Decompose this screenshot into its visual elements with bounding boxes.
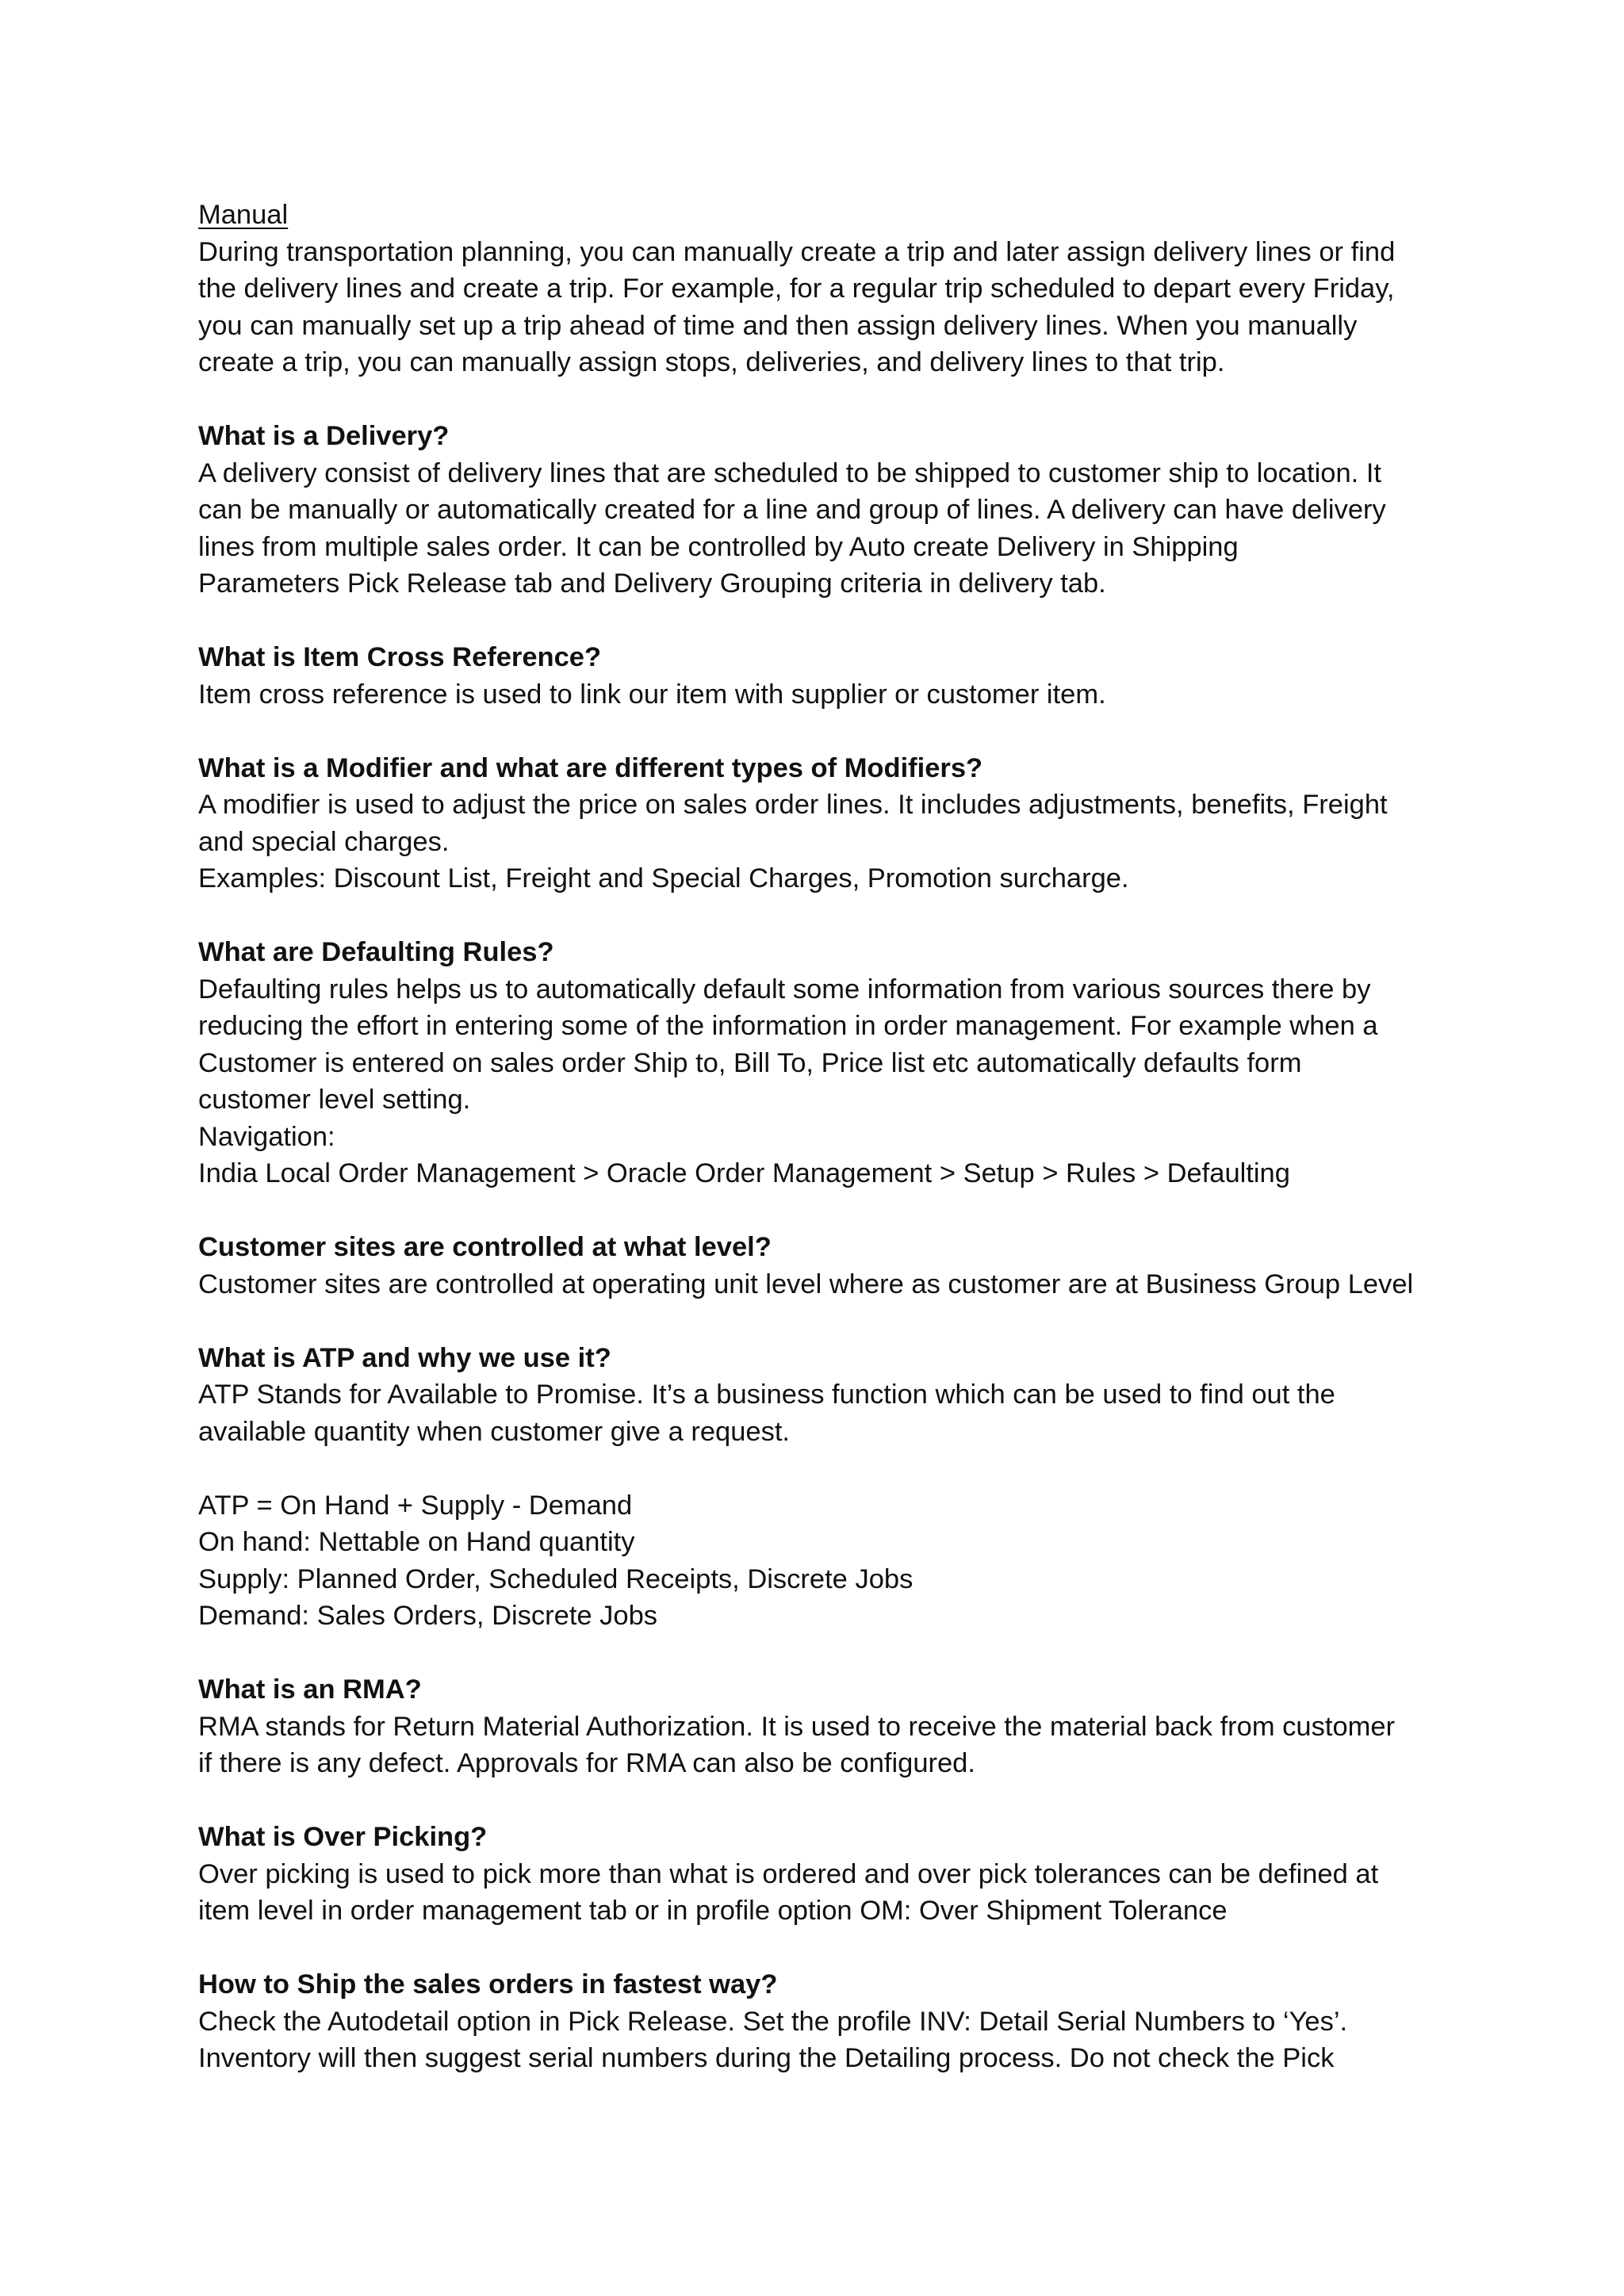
rma-text-line: RMA stands for Return Material Authorization. It is used to receive the material back from customer (198, 1711, 1396, 1742)
atp-text-line: ATP Stands for Available to Promise. It’s a business function which can be used to find out the (198, 1380, 1335, 1410)
rma-section (198, 1671, 1435, 1782)
ship-fastest-text-line: Inventory will then suggest serial numbers during the Detailing process. Do not check the Pick (198, 2043, 1335, 2073)
manual-text-line: create a trip, you can manually assign stops, deliveries, and delivery lines to that trip. (198, 347, 1225, 377)
over-picking-text-line: item level in order management tab or in profile option OM: Over Shipment Tolerance (198, 1896, 1228, 1926)
defaulting-rules-text-line: customer level setting. (198, 1085, 471, 1115)
defaulting-rules-text-line: Customer is entered on sales order Ship to, Bill To, Price list etc automatically defaults form (198, 1047, 1302, 1078)
delivery-text-line: Parameters Pick Release tab and Delivery Grouping criteria in delivery tab. (198, 568, 1106, 599)
over-picking-heading: What is Over Picking? (198, 1822, 488, 1852)
defaulting-rules-text-line: Defaulting rules helps us to automatically default some information from various sources there by (198, 974, 1371, 1004)
ship-fastest-text-line: Check the Autodetail option in Pick Release. Set the profile INV: Detail Serial Numbers to ‘Yes’. (198, 2006, 1348, 2037)
paragraph-spacer (198, 1635, 1435, 1672)
modifier-text-line: and special charges. (198, 826, 450, 857)
paragraph-spacer (198, 1303, 1435, 1340)
rma-text-line: if there is any defect. Approvals for RMA can also be configured. (198, 1748, 975, 1778)
manual-title: Manual (198, 200, 289, 230)
modifier-heading: What is a Modifier and what are different types of Modifiers? (198, 752, 983, 783)
over-picking-text-line: Over picking is used to pick more than what is ordered and over pick tolerances can be defined at (198, 1858, 1379, 1889)
atp-formula-line: ATP = On Hand + Supply - Demand (198, 1490, 633, 1521)
delivery-text-line: can be manually or automatically created for a line and group of lines. A delivery can have delivery (198, 495, 1386, 525)
manual-section (198, 197, 1435, 381)
customer-sites-heading: Customer sites are controlled at what level? (198, 1232, 772, 1262)
item-cross-reference-text-line: Item cross reference is used to link our item with supplier or customer item. (198, 679, 1106, 710)
delivery-section (198, 418, 1435, 603)
item-cross-reference-section (198, 639, 1435, 713)
delivery-text-line: A delivery consist of delivery lines that are scheduled to be shipped to customer ship to location. It (198, 457, 1381, 488)
defaulting-rules-heading: What are Defaulting Rules? (198, 937, 554, 967)
paragraph-spacer (198, 603, 1435, 640)
modifier-text-line: A modifier is used to adjust the price on sales order lines. It includes adjustments, benefits, Freight (198, 790, 1388, 820)
ship-fastest-heading: How to Ship the sales orders in fastest way? (198, 1969, 778, 1999)
paragraph-spacer (198, 1782, 1435, 1820)
atp-formula-line: Demand: Sales Orders, Discrete Jobs (198, 1601, 658, 1631)
ship-fastest-section (198, 1966, 1435, 2077)
rma-heading: What is an RMA? (198, 1674, 422, 1705)
modifier-text-line: Examples: Discount List, Freight and Special Charges, Promotion surcharge. (198, 863, 1129, 894)
atp-text-line: available quantity when customer give a request. (198, 1416, 791, 1447)
paragraph-spacer (198, 1930, 1435, 1967)
defaulting-rules-section (198, 934, 1435, 1192)
delivery-heading: What is a Delivery? (198, 421, 450, 451)
manual-text-line: you can manually set up a trip ahead of time and then assign delivery lines. When you manually (198, 310, 1358, 341)
navigation-label: Navigation: (198, 1121, 335, 1152)
atp-section (198, 1340, 1435, 1635)
navigation-path: India Local Order Management > Oracle Order Management > Setup > Rules > Defaulting (198, 1158, 1290, 1188)
atp-formula-line: On hand: Nettable on Hand quantity (198, 1527, 635, 1557)
manual-text-line: the delivery lines and create a trip. For example, for a regular trip scheduled to depart every Friday, (198, 274, 1395, 304)
delivery-text-line: lines from multiple sales order. It can be controlled by Auto create Delivery in Shipping (198, 531, 1239, 562)
paragraph-spacer (198, 1192, 1435, 1230)
paragraph-spacer (198, 1450, 1435, 1487)
document-page (198, 197, 1435, 2077)
manual-text-line: During transportation planning, you can manually create a trip and later assign delivery lines or find (198, 236, 1396, 267)
item-cross-reference-heading: What is Item Cross Reference? (198, 642, 602, 672)
customer-sites-text-line: Customer sites are controlled at operating unit level where as customer are at Business Group Level (198, 1269, 1414, 1299)
modifier-section (198, 750, 1435, 897)
over-picking-section (198, 1819, 1435, 1930)
customer-sites-section (198, 1229, 1435, 1303)
atp-formula-line: Supply: Planned Order, Scheduled Receipts, Discrete Jobs (198, 1563, 914, 1594)
paragraph-spacer (198, 897, 1435, 935)
defaulting-rules-text-line: reducing the effort in entering some of the information in order management. For example when a (198, 1011, 1378, 1041)
paragraph-spacer (198, 381, 1435, 419)
atp-heading: What is ATP and why we use it? (198, 1342, 611, 1373)
paragraph-spacer (198, 713, 1435, 750)
